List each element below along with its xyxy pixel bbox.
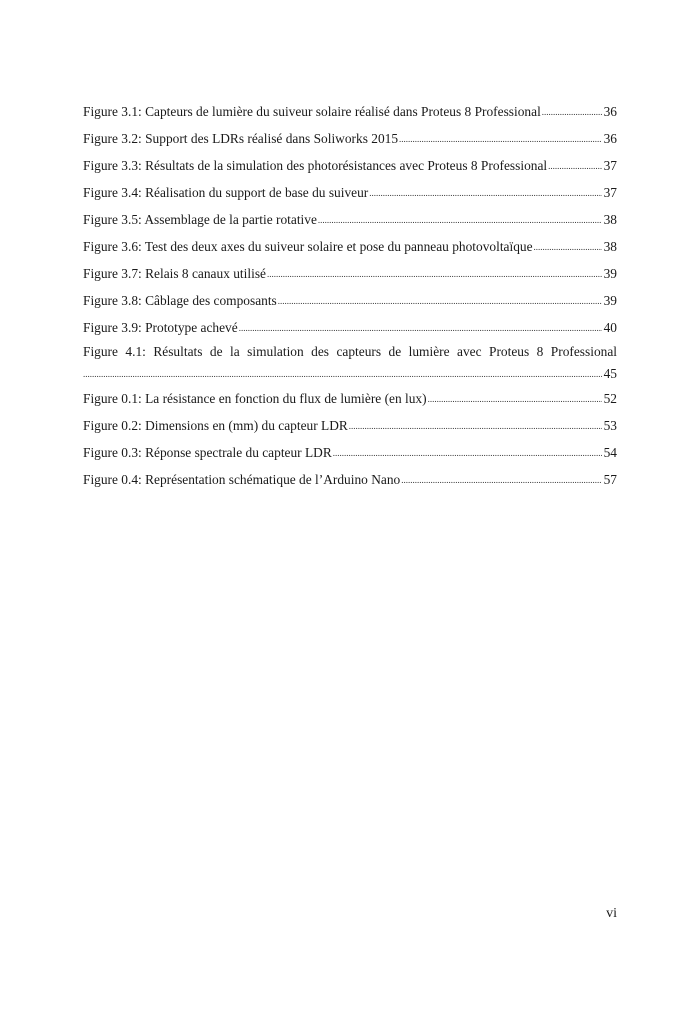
dot-leader <box>278 286 602 315</box>
toc-entry-page: 38 <box>603 239 617 254</box>
dot-leader <box>542 97 602 126</box>
toc-entry[interactable] <box>83 412 617 439</box>
toc-entry-page: 37 <box>603 185 617 200</box>
dot-leader <box>399 124 602 153</box>
toc-entry-label: Figure 3.8: Câblage des composants <box>83 293 277 308</box>
dot-leader <box>318 205 602 234</box>
toc-entry-page: 37 <box>603 158 617 173</box>
dot-leader <box>401 465 601 494</box>
toc-entry-label: Figure 3.2: Support des LDRs réalisé dans Soliworks 2015 <box>83 131 399 146</box>
toc-entry-page: 36 <box>603 104 617 119</box>
toc-entry-page: 39 <box>603 266 617 281</box>
dot-leader <box>267 259 602 288</box>
list-of-figures <box>83 98 617 493</box>
toc-entry-label: Figure 3.7: Relais 8 canaux utilisé <box>83 266 266 281</box>
toc-entry[interactable] <box>83 341 617 385</box>
dot-leader <box>369 178 601 207</box>
toc-entry-label: Figure 3.5: Assemblage de la partie rotative <box>83 212 317 227</box>
dot-leader <box>548 151 601 180</box>
toc-entry[interactable] <box>83 179 617 206</box>
toc-entry-label: Figure 3.4: Réalisation du support de base du suiveur <box>83 185 369 200</box>
toc-entry[interactable] <box>83 152 617 179</box>
dot-leader <box>333 438 602 467</box>
toc-entry-label: Figure 3.3: Résultats de la simulation des photorésistances avec Proteus 8 Professional <box>83 158 548 173</box>
toc-entry-page: 38 <box>603 212 617 227</box>
toc-entry-label: Figure 3.6: Test des deux axes du suiveur solaire et pose du panneau photovoltaïque <box>83 239 533 254</box>
dot-leader <box>83 362 602 385</box>
toc-entry[interactable] <box>83 260 617 287</box>
toc-entry[interactable] <box>83 439 617 466</box>
toc-entry[interactable] <box>83 233 617 260</box>
toc-entry-label: Figure 3.9: Prototype achevé <box>83 320 238 335</box>
toc-entry-page: 39 <box>603 293 617 308</box>
toc-entry-page: 54 <box>603 445 617 460</box>
toc-entry[interactable] <box>83 314 617 341</box>
toc-entry[interactable] <box>83 98 617 125</box>
toc-entry[interactable] <box>83 385 617 412</box>
toc-entry-label: Figure 4.1: Résultats de la simulation des capteurs de lumière avec Proteus 8 Professional <box>83 344 617 359</box>
dot-leader <box>534 232 602 261</box>
toc-entry-label: Figure 0.1: La résistance en fonction du flux de lumière (en lux) <box>83 391 427 406</box>
dot-leader <box>349 411 602 440</box>
page-number: vi <box>606 906 617 921</box>
toc-entry-label: Figure 0.3: Réponse spectrale du capteur LDR <box>83 445 332 460</box>
toc-entry[interactable] <box>83 466 617 493</box>
toc-entry[interactable] <box>83 206 617 233</box>
dot-leader <box>239 313 602 342</box>
toc-entry-page: 36 <box>603 131 617 146</box>
toc-entry-page: 53 <box>603 418 617 433</box>
toc-entry-page: 52 <box>603 391 617 406</box>
toc-entry-page: 40 <box>603 320 617 335</box>
toc-entry-page: 57 <box>603 472 617 487</box>
toc-entry[interactable] <box>83 287 617 314</box>
toc-entry-label: Figure 0.4: Représentation schématique de l’Arduino Nano <box>83 472 401 487</box>
dot-leader <box>428 384 602 413</box>
toc-entry-continuation <box>83 363 617 385</box>
toc-entry[interactable] <box>83 125 617 152</box>
toc-entry-label: Figure 0.2: Dimensions en (mm) du capteur LDR <box>83 418 348 433</box>
toc-entry-label: Figure 3.1: Capteurs de lumière du suiveur solaire réalisé dans Proteus 8 Professional <box>83 104 541 119</box>
toc-entry-page: 45 <box>603 366 617 381</box>
